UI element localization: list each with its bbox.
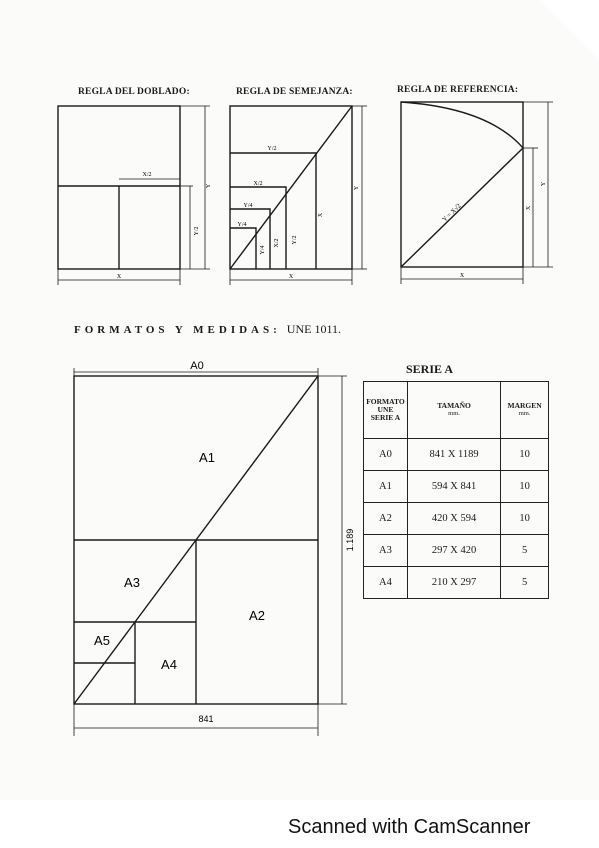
label-width-841: 841 [198, 714, 214, 724]
diagram-doblado [50, 100, 215, 295]
label-x: X [116, 274, 122, 280]
camscanner-watermark: Scanned with CamScanner [288, 816, 531, 838]
cell-margen: 10 [501, 471, 549, 503]
cell-formato: A1 [364, 471, 408, 503]
table-header-row [364, 382, 549, 439]
header-margen-label: MARGEN [507, 401, 542, 410]
label-y-quarter-1: Y/4 [243, 203, 253, 209]
cell-tamano: 594 X 841 [407, 471, 500, 503]
cell-tamano: 297 X 420 [407, 535, 500, 567]
label-x: X [459, 273, 465, 279]
label-y-half-top: Y/2 [267, 146, 277, 152]
cell-tamano: 210 X 297 [407, 567, 500, 599]
header-formato-line1: FORMATO [366, 397, 405, 406]
label-x-half: X/2 [253, 181, 263, 187]
label-y: Y [206, 183, 212, 189]
cell-tamano: 420 X 594 [407, 503, 500, 535]
label-y-half: Y/2 [194, 226, 200, 236]
cell-margen: 10 [501, 439, 549, 471]
heading-regla-semejanza: REGLA DE SEMEJANZA: [236, 87, 353, 97]
cell-margen: 5 [501, 535, 549, 567]
a-series-diagram [62, 358, 362, 738]
table-row [364, 535, 549, 567]
header-tamano-unit: mm. [448, 410, 460, 417]
label-y-eq-x-root2: Y = X√2 [441, 202, 463, 224]
label-a1: A1 [199, 450, 215, 465]
formats-heading: FORMATOS Y MEDIDAS: [74, 324, 281, 336]
label-y: Y [541, 181, 547, 187]
label-y-quarter-2: Y/4 [237, 222, 247, 228]
table-row [364, 567, 549, 599]
table-row [364, 503, 549, 535]
diagram-semejanza [222, 100, 372, 295]
cell-margen: 5 [501, 567, 549, 599]
diagram-referencia [393, 96, 558, 292]
heading-regla-referencia: REGLA DE REFERENCIA: [397, 85, 519, 95]
table-row [364, 439, 549, 471]
header-margen [501, 382, 549, 439]
cell-formato: A0 [364, 439, 408, 471]
formats-title [74, 322, 341, 337]
heading-regla-doblado: REGLA DEL DOBLADO: [78, 87, 190, 97]
label-x-half: X/2 [142, 172, 152, 178]
table-row [364, 471, 549, 503]
cell-tamano: 841 X 1189 [407, 439, 500, 471]
label-x-half-v: X/2 [274, 238, 280, 248]
header-formato-line3: SERIE A [370, 413, 401, 422]
serie-a-table [363, 381, 549, 599]
label-x-v: X [318, 212, 324, 218]
header-tamano-label: TAMAÑO [437, 401, 471, 410]
label-height-1189: 1.189 [345, 528, 355, 552]
label-a3: A3 [124, 575, 140, 590]
cell-formato: A3 [364, 535, 408, 567]
label-a4: A4 [161, 657, 177, 672]
folded-corner [539, 0, 599, 60]
formats-standard: UNE 1011. [286, 322, 341, 336]
header-margen-unit: mm. [518, 410, 531, 417]
cell-formato: A4 [364, 567, 408, 599]
label-y: Y [354, 185, 360, 191]
serie-a-title: SERIE A [406, 362, 454, 376]
label-x: X [288, 274, 294, 280]
label-y-half-v: Y/2 [292, 235, 298, 245]
header-formato [364, 382, 408, 439]
label-x-v: X [526, 205, 532, 211]
label-y-quarter-3: Y/4 [260, 245, 266, 255]
label-a0: A0 [190, 360, 204, 372]
label-a2: A2 [249, 608, 265, 623]
label-a5: A5 [94, 633, 110, 648]
cell-formato: A2 [364, 503, 408, 535]
header-formato-line2: UNE [377, 405, 394, 414]
header-tamano [407, 382, 500, 439]
cell-margen: 10 [501, 503, 549, 535]
